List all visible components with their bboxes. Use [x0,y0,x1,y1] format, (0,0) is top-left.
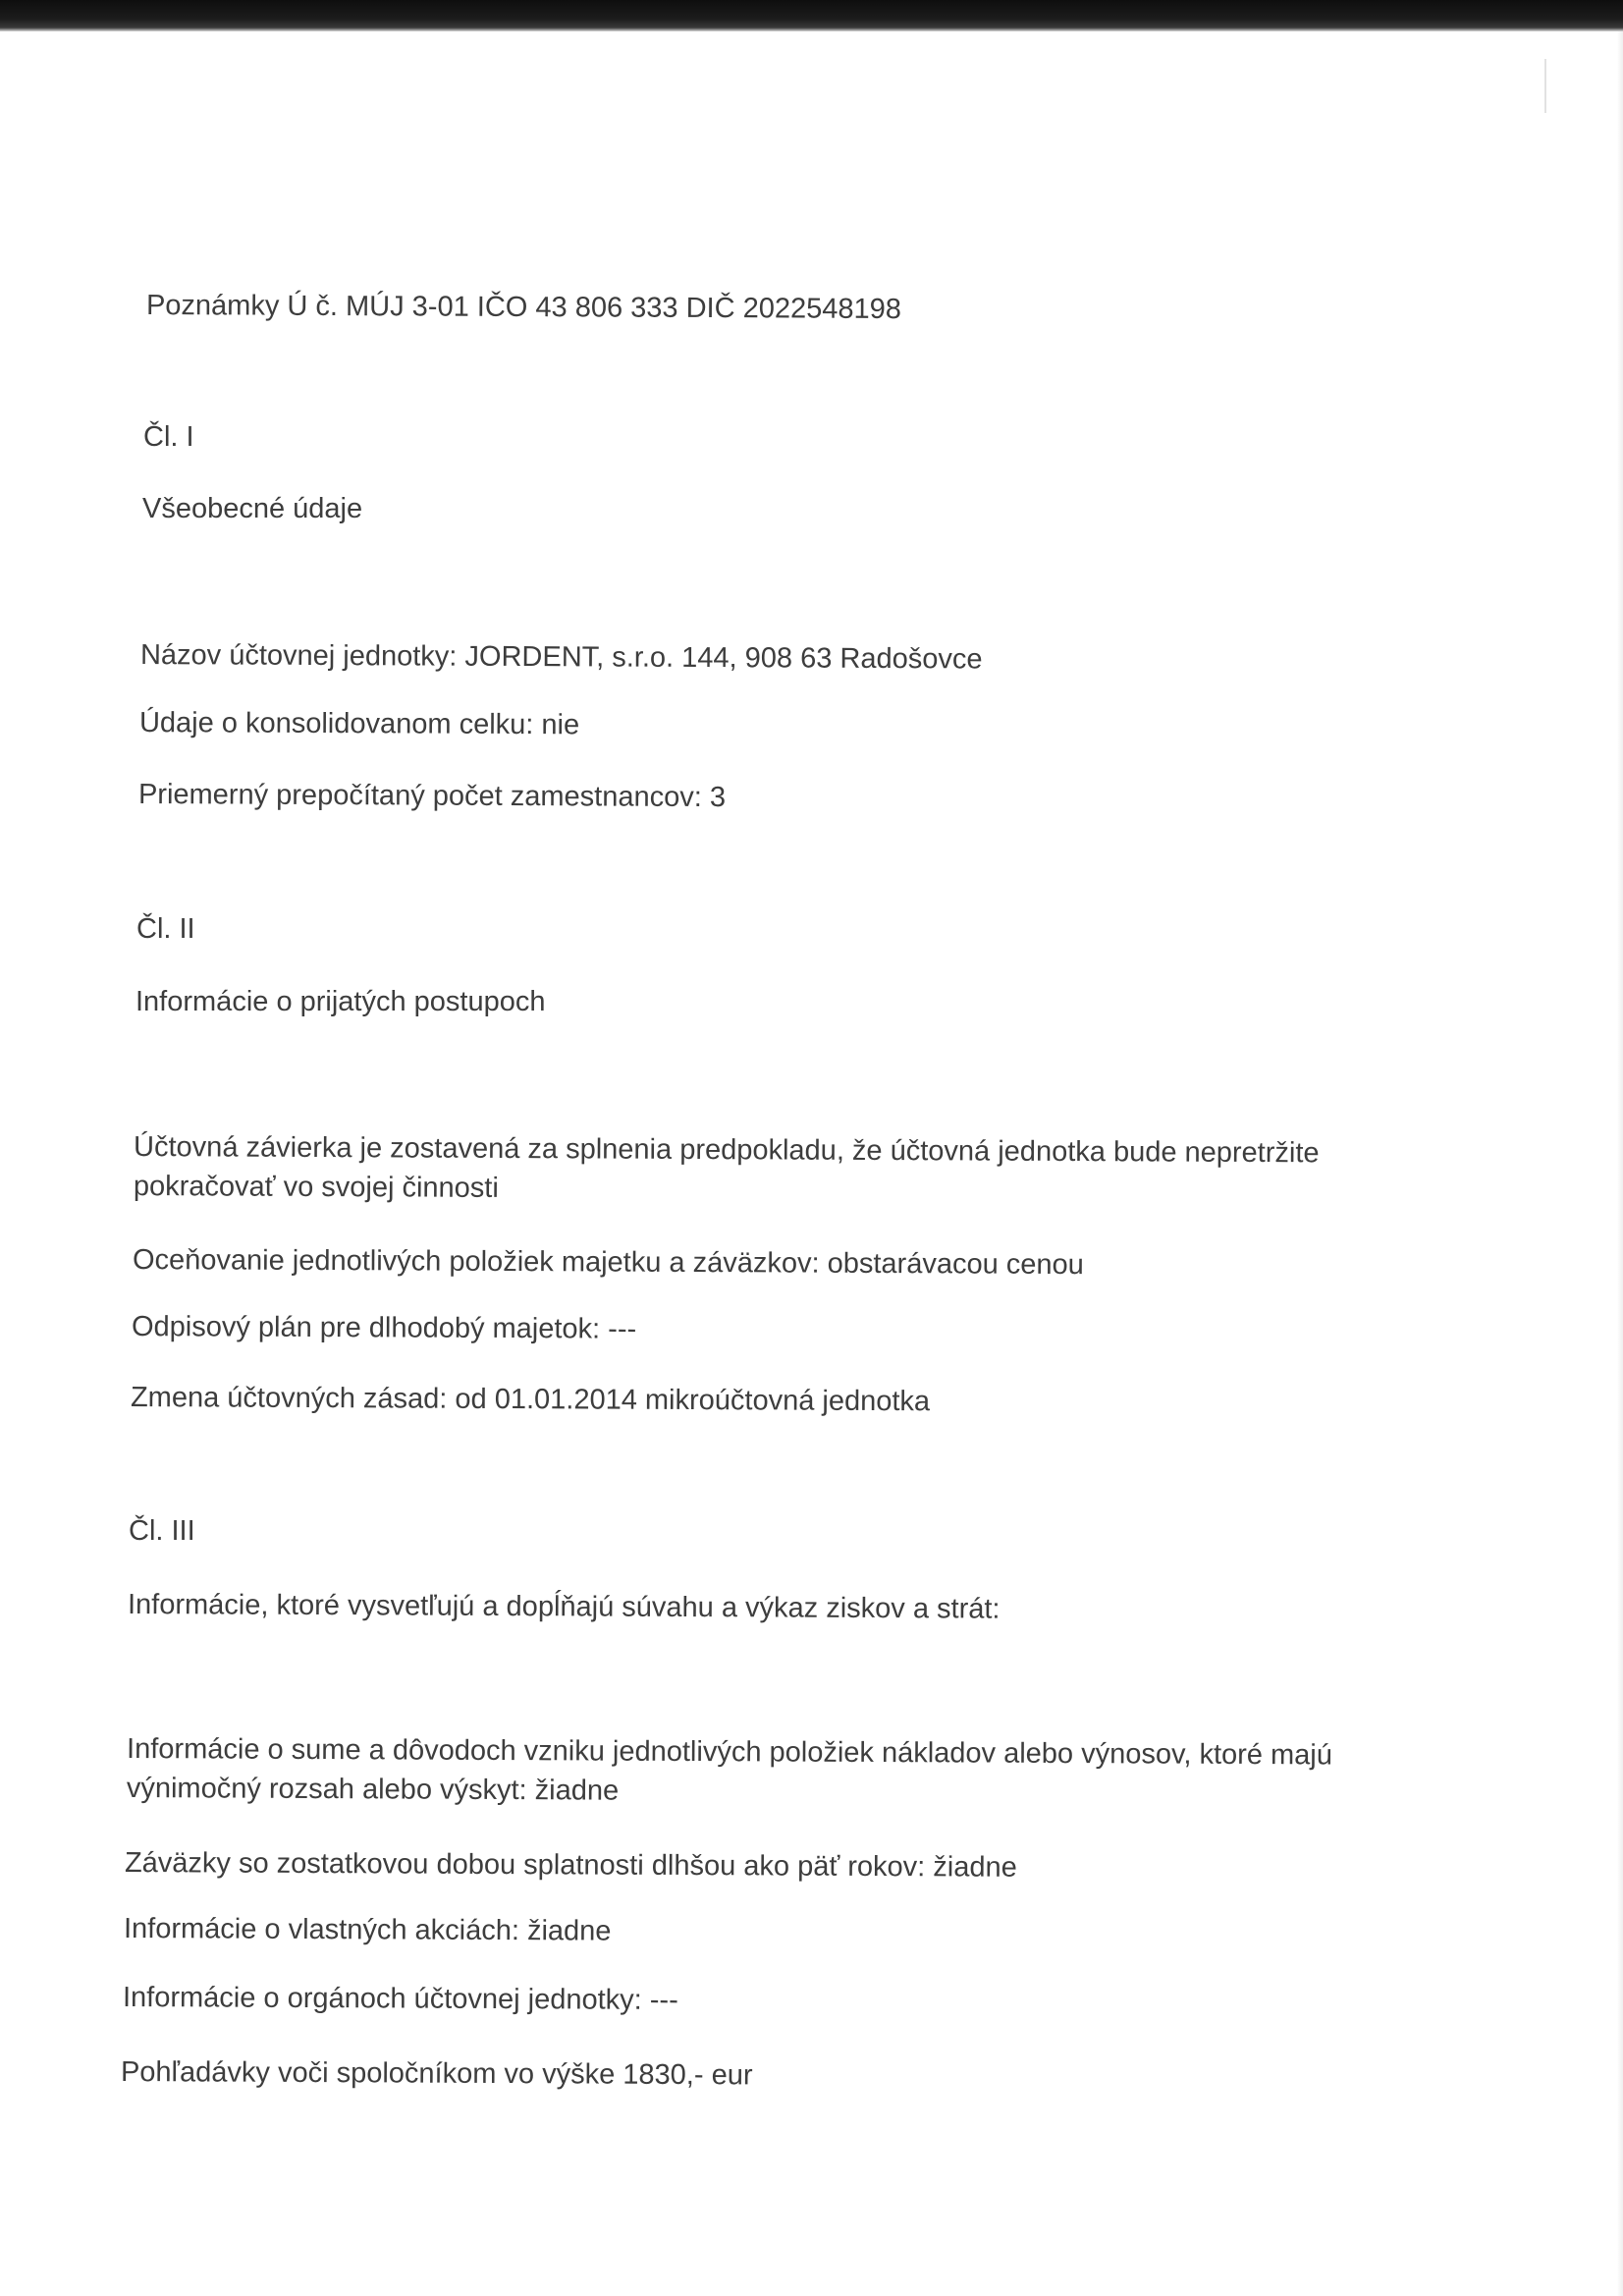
section-2-number: Čl. II [136,913,195,945]
receivables-line: Pohľadávky voči spoločníkom vo výške 1830,- eur [120,2056,753,2092]
scan-mark [1544,59,1546,113]
accounting-change-line: Zmena účtovných zásad: od 01.01.2014 mikroúčtovná jednotka [130,1382,931,1418]
going-concern-paragraph: Účtovná závierka je zostavená za splnenia predpokladu, že účtovná jednotka bude nepretržite pokračovať vo svojej činnosti [133,1131,1320,1204]
bodies-line: Informácie o orgánoch účtovnej jednotky: --- [122,1982,678,2016]
scan-right-edge [1617,31,1623,2296]
document-header: Poznámky Ú č. MÚJ 3-01 IČO 43 806 333 DIČ 2022548198 [145,290,901,326]
section-3-number: Čl. III [129,1515,195,1547]
section-3-title: Informácie, ktoré vysvetľujú a dopĺňajú súvahu a výkaz ziskov a strát: [127,1589,1001,1625]
exceptional-items-paragraph: Informácie o sume a dôvodoch vzniku jednotlivých položiek nákladov alebo výnosov, ktoré majú výnimočný rozsah alebo výskyt: žiadne [126,1733,1332,1807]
section-1-number: Čl. I [143,421,194,453]
section-1-title: Všeobecné údaje [142,493,363,524]
consolidation-line: Údaje o konsolidovanom celku: nie [138,707,580,741]
valuation-line: Oceňovanie jednotlivých položiek majetku a záväzkov: obstarávacou cenou [132,1244,1084,1282]
employees-line: Priemerný prepočítaný počet zamestnancov: 3 [137,779,727,814]
depreciation-line: Odpisový plán pre dlhodobý majetok: --- [131,1311,637,1345]
section-2-title: Informácie o prijatých postupoch [135,986,546,1017]
own-shares-line: Informácie o vlastných akciách: žiadne [123,1913,612,1947]
long-term-liabilities-line: Záväzky so zostatkovou dobou splatnosti dlhšou ako päť rokov: žiadne [124,1847,1017,1884]
scan-top-edge [0,0,1623,31]
company-name-line: Názov účtovnej jednotky: JORDENT, s.r.o. 144, 908 63 Radošovce [139,639,983,676]
